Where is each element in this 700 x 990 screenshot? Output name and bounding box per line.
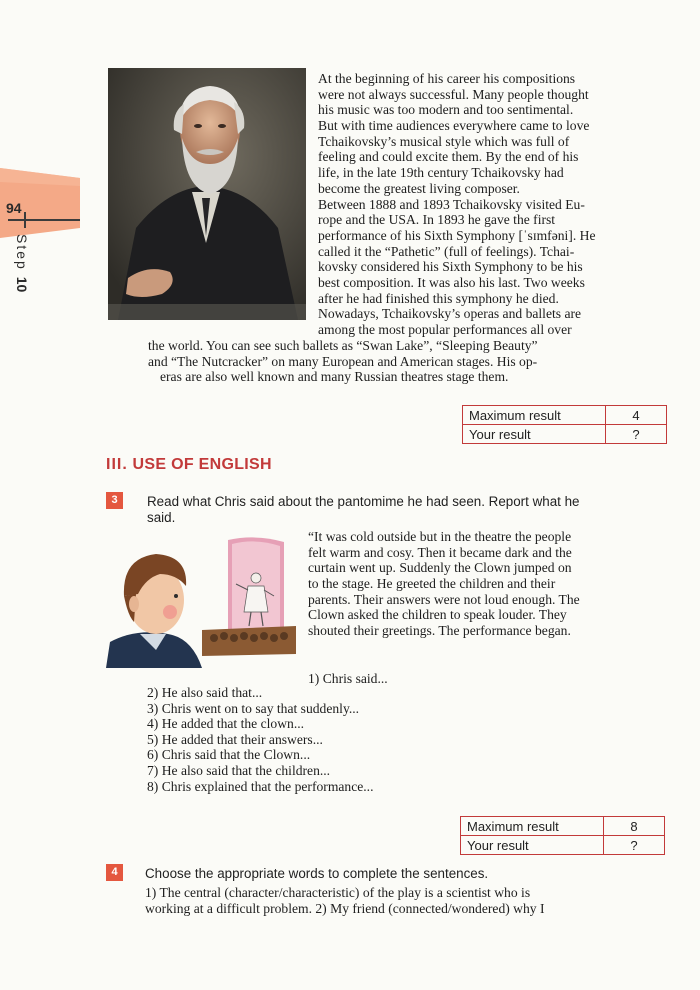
tchaikovsky-portrait	[108, 68, 306, 320]
list-item: 4) He added that the clown...	[147, 716, 305, 732]
article-line: his music was too modern and too sentimental.	[318, 102, 574, 118]
your-result-row	[463, 425, 667, 444]
exercise-instruction: Choose the appropriate words to complete the sentences.	[145, 866, 489, 881]
exercise-instruction	[147, 494, 679, 526]
article-line: But with time audiences everywhere came to love	[318, 118, 590, 134]
exercise-number-badge: 3	[106, 492, 123, 509]
list-item: 5) He added that their answers...	[147, 731, 323, 747]
article-line: life, in the late 19th century Tchaikovsky had	[318, 165, 564, 181]
quote-line: felt warm and cosy. Then it became dark and the	[308, 544, 572, 560]
article-line: kovsky considered his Sixth Symphony to be his	[318, 259, 583, 275]
article-line: feeling and could excite them. By the end of his	[318, 149, 579, 165]
max-result-value: 4	[606, 406, 667, 425]
list-item: 8) Chris explained that the performance...	[147, 778, 374, 794]
list-item: 7) He also said that the children...	[147, 762, 331, 778]
step-label	[14, 234, 30, 344]
max-result-row	[461, 817, 665, 836]
prompt-list	[147, 685, 373, 794]
article-line: among the most popular performances all over	[318, 322, 572, 337]
article-line: performance of his Sixth Symphony [ˈsɪmfəni]. He	[318, 227, 596, 243]
quote-line: shouted their greetings. The performance began.	[308, 623, 571, 639]
your-result-label: Your result	[463, 425, 606, 444]
section-title: USE OF ENGLISH	[132, 456, 272, 473]
section-numeral: III.	[106, 456, 128, 473]
article-line: and “The Nutcracker” on many European and American stages. His op-	[148, 353, 538, 369]
article-line: were not always successful. Many people thought	[318, 86, 589, 102]
boy-watching-clown-illustration	[106, 534, 296, 668]
your-result-value[interactable]: ?	[604, 836, 665, 855]
article-line: become the greatest living composer.	[318, 180, 520, 196]
your-result-label: Your result	[461, 836, 604, 855]
max-result-label: Maximum result	[461, 817, 604, 836]
article-line: eras are also well known and many Russian theatres stage them.	[160, 369, 509, 385]
quote-line: to the stage. He greeted the children and their	[308, 576, 556, 592]
max-result-value: 8	[604, 817, 665, 836]
article-line: called it the “Pathetic” (full of feelings). Tchai-	[318, 243, 575, 259]
article-line: Tchaikovsky’s musical style which was full of	[318, 133, 570, 149]
exercise-line: 1) The central (character/characteristic) of the play is a scientist who is	[145, 885, 531, 900]
step-word: Step	[14, 234, 30, 271]
result-table	[462, 405, 667, 444]
article-line: Between 1888 and 1893 Tchaikovsky visited Eu-	[318, 196, 585, 212]
chris-quote	[308, 529, 678, 639]
article-line: the world. You can see such ballets as “Swan Lake”, “Sleeping Beauty”	[148, 338, 538, 353]
quote-line: Clown asked the children to speak louder. They	[308, 607, 567, 623]
max-result-row	[463, 406, 667, 425]
article-line: At the beginning of his career his compositions	[318, 71, 576, 86]
article-text	[318, 71, 678, 338]
list-item: 6) Chris said that the Clown...	[147, 747, 311, 763]
instruction-line: Read what Chris said about the pantomime he had seen. Report what he	[147, 494, 580, 509]
max-result-label: Maximum result	[463, 406, 606, 425]
your-result-value[interactable]: ?	[606, 425, 667, 444]
quote-line: parents. Their answers were not loud enough. The	[308, 591, 580, 607]
section-heading	[106, 456, 272, 474]
quote-line: curtain went up. Suddenly the Clown jumped on	[308, 560, 572, 576]
exercise-line: working at a difficult problem. 2) My friend (connected/wondered) why I	[145, 900, 545, 916]
article-text-wide	[148, 338, 678, 385]
exercise-text	[145, 885, 675, 916]
quote-line: “It was cold outside but in the theatre the people	[308, 529, 572, 544]
list-item: 3) Chris went on to say that suddenly...	[147, 700, 360, 716]
list-item: 2) He also said that...	[147, 685, 263, 700]
article-line: best composition. It was also his last. Two weeks	[318, 274, 585, 290]
instruction-line: said.	[147, 510, 176, 525]
your-result-row	[461, 836, 665, 855]
page-number-tick	[24, 212, 26, 228]
exercise-number-badge: 4	[106, 864, 123, 881]
result-table	[460, 816, 665, 855]
page-number-rule	[8, 219, 80, 221]
article-line: Nowadays, Tchaikovsky’s operas and ballets are	[318, 306, 582, 322]
article-line: rope and the USA. In 1893 he gave the first	[318, 212, 556, 228]
exercise-prompt: 1) Chris said...	[308, 671, 388, 686]
page-number: 94	[6, 200, 22, 216]
article-line: after he had finished this symphony he died.	[318, 290, 559, 306]
step-number: 10	[14, 276, 30, 293]
